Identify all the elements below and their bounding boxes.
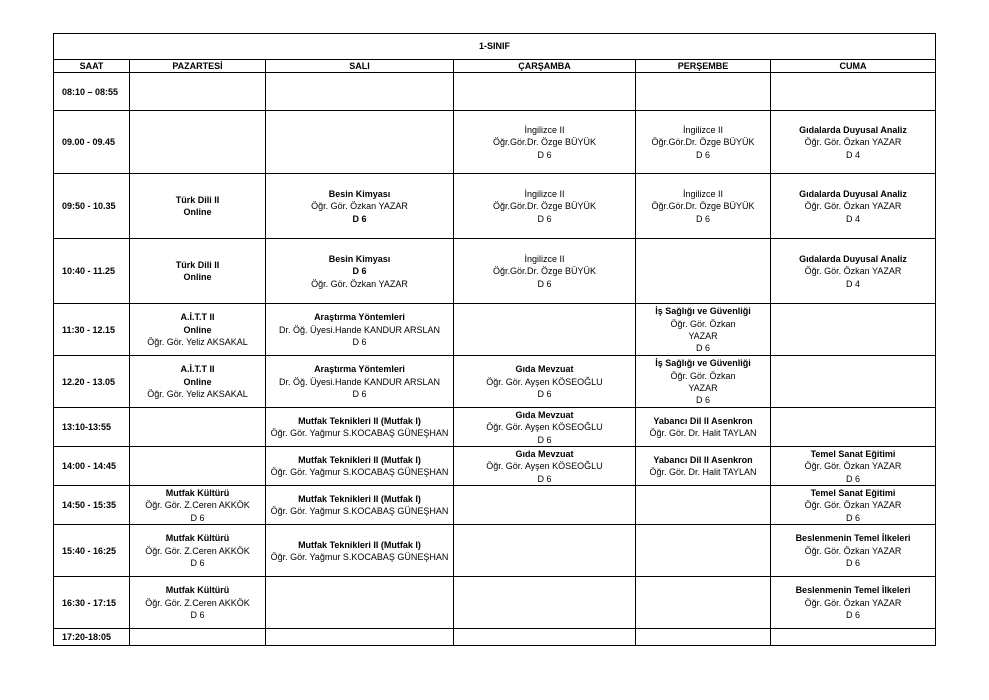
course-name: İngilizce II [682, 188, 724, 199]
time-slot: 15:40 - 16:25 [54, 525, 130, 577]
time-slot: 09:50 - 10.35 [54, 174, 130, 239]
course-detail: Online [183, 207, 212, 218]
course-detail: D 6 [695, 213, 710, 224]
course-detail: D 6 [537, 213, 552, 224]
schedule-cell-persembe [636, 486, 771, 525]
header-sali: SALI [266, 60, 454, 73]
schedule-cell-carsamba [454, 629, 636, 646]
schedule-cell-sali [266, 408, 454, 447]
course-name: Mutfak Teknikleri II (Mutfak I) [298, 539, 421, 550]
course-name: Gıda Mevzuat [515, 409, 574, 420]
header-cuma: CUMA [771, 60, 936, 73]
course-detail: D 6 [537, 473, 552, 484]
course-name: İngilizce II [524, 188, 565, 199]
table-row [54, 525, 936, 577]
schedule-cell-cuma [771, 577, 936, 629]
schedule-cell-pazartesi [130, 304, 266, 356]
schedule-cell-sali [266, 356, 454, 408]
course-detail: Online [183, 272, 212, 283]
course-name: Mutfak Kültürü [165, 487, 230, 498]
course-name: Türk Dili II [175, 195, 220, 205]
schedule-cell-persembe [636, 174, 771, 239]
course-detail: D 6 [695, 395, 710, 406]
schedule-cell-pazartesi [130, 174, 266, 239]
course-detail: Öğr.Gör.Dr. Özge BÜYÜK [492, 201, 597, 212]
course-detail: Öğr. Gör. Ayşen KÖSEOĞLU [486, 461, 603, 472]
schedule-cell-cuma [771, 486, 936, 525]
schedule-cell-sali [266, 304, 454, 356]
course-name: Besin Kimyası [328, 188, 391, 199]
course-detail: Öğr. Gör. Yağmur S.KOCABAŞ GÜNEŞHAN [270, 428, 449, 439]
schedule-cell-sali [266, 73, 454, 111]
course-name: İngilizce II [524, 253, 565, 264]
course-detail: D 6 [846, 558, 861, 569]
course-detail: Öğr. Gör. Dr. Halit TAYLAN [649, 428, 757, 439]
header-carsamba: ÇARŞAMBA [454, 60, 636, 73]
time-slot: 12.20 - 13.05 [54, 356, 130, 408]
schedule-cell-carsamba [454, 356, 636, 408]
course-detail: Öğr. Gör. Özkan YAZAR [804, 545, 902, 556]
schedule-cell-persembe [636, 577, 771, 629]
course-detail: D 6 [695, 343, 710, 354]
schedule-cell-persembe [636, 73, 771, 111]
table-row [54, 111, 936, 174]
course-name: Gıdalarda Duyusal Analiz [799, 253, 907, 264]
course-detail: YAZAR [688, 330, 718, 341]
time-slot: 13:10-13:55 [54, 408, 130, 447]
schedule-cell-pazartesi [130, 408, 266, 447]
course-detail: Öğr. Gör. Özkan YAZAR [311, 201, 408, 212]
course-name: Araştırma Yöntemleri [314, 364, 405, 375]
schedule-cell-pazartesi [130, 629, 266, 646]
course-detail: D 6 [352, 337, 367, 348]
course-detail: D 6 [352, 389, 367, 400]
schedule-cell-sali [266, 111, 454, 174]
course-name: Beslenmenin Temel İlkeleri [795, 585, 911, 596]
course-detail: Öğr. Gör. Yağmur S.KOCABAŞ GÜNEŞHAN [270, 506, 449, 517]
schedule-cell-pazartesi [130, 73, 266, 111]
schedule-cell-sali [266, 239, 454, 304]
course-name: Mutfak Teknikleri II (Mutfak I) [298, 416, 421, 426]
schedule-cell-cuma [771, 408, 936, 447]
time-slot: 10:40 - 11.25 [54, 239, 130, 304]
header-persembe: PERŞEMBE [636, 60, 771, 73]
course-detail: D 6 [537, 389, 552, 400]
schedule-cell-persembe [636, 304, 771, 356]
course-name: Yabancı Dil II Asenkron [653, 455, 753, 465]
course-name: Türk Dili II [175, 260, 220, 270]
timetable [53, 33, 936, 646]
table-title: 1-SINIF [54, 34, 936, 60]
table-row [54, 629, 936, 646]
course-detail: Öğr. Gör. Ayşen KÖSEOĞLU [486, 422, 603, 433]
schedule-cell-cuma [771, 174, 936, 239]
course-name: Gıda Mevzuat [515, 364, 574, 375]
course-name: Yabancı Dil II Asenkron [653, 416, 753, 426]
course-detail: Öğr.Gör.Dr. Özge BÜYÜK [492, 137, 597, 148]
course-detail: Dr. Öğ. Üyesi.Hande KANDUR ARSLAN [278, 376, 441, 387]
schedule-cell-sali [266, 174, 454, 239]
schedule-cell-sali [266, 486, 454, 525]
schedule-cell-carsamba [454, 111, 636, 174]
schedule-cell-carsamba [454, 408, 636, 447]
course-detail: D 6 [352, 213, 367, 224]
course-detail: Öğr. Gör. Yeliz AKSAKAL [147, 389, 248, 400]
course-name: Gıdalarda Duyusal Analiz [799, 124, 907, 135]
course-name: Beslenmenin Temel İlkeleri [795, 533, 911, 544]
course-detail: Öğr. Gör. Özkan YAZAR [804, 266, 902, 277]
course-detail: D 4 [846, 213, 861, 224]
schedule-cell-carsamba [454, 486, 636, 525]
schedule-cell-sali [266, 447, 454, 486]
time-slot: 17:20-18:05 [54, 629, 130, 646]
course-name: İngilizce II [682, 124, 724, 135]
table-row [54, 239, 936, 304]
course-detail: D 6 [190, 610, 205, 621]
header-row [54, 60, 936, 73]
table-row [54, 577, 936, 629]
schedule-cell-cuma [771, 356, 936, 408]
course-detail: D 6 [190, 558, 205, 569]
schedule-cell-pazartesi [130, 447, 266, 486]
course-detail: D 6 [352, 266, 367, 277]
course-name: İş Sağlığı ve Güvenliği [655, 358, 751, 369]
table-row [54, 304, 936, 356]
course-detail: Dr. Öğ. Üyesi.Hande KANDUR ARSLAN [278, 324, 441, 335]
course-name: A.İ.T.T II [180, 312, 215, 323]
schedule-cell-carsamba [454, 174, 636, 239]
schedule-cell-cuma [771, 304, 936, 356]
time-slot: 09.00 - 09.45 [54, 111, 130, 174]
schedule-cell-cuma [771, 525, 936, 577]
course-detail: D 6 [846, 610, 861, 621]
schedule-cell-persembe [636, 356, 771, 408]
course-name: Araştırma Yöntemleri [314, 312, 405, 323]
course-detail: Öğr. Gör. Özkan YAZAR [311, 278, 408, 289]
schedule-cell-persembe [636, 111, 771, 174]
course-detail: Öğr. Gör. Z.Ceren AKKÖK [145, 597, 250, 608]
schedule-cell-cuma [771, 73, 936, 111]
schedule-cell-pazartesi [130, 525, 266, 577]
course-detail: Öğr.Gör.Dr. Özge BÜYÜK [651, 137, 755, 148]
schedule-cell-pazartesi [130, 239, 266, 304]
schedule-cell-pazartesi [130, 577, 266, 629]
schedule-cell-pazartesi [130, 111, 266, 174]
course-detail: D 6 [537, 434, 552, 445]
course-detail: D 6 [695, 149, 710, 160]
course-detail: Öğr.Gör.Dr. Özge BÜYÜK [651, 201, 755, 212]
schedule-cell-carsamba [454, 577, 636, 629]
schedule-cell-carsamba [454, 304, 636, 356]
table-row [54, 408, 936, 447]
course-name: Mutfak Kültürü [165, 585, 230, 596]
course-detail: D 6 [537, 149, 552, 160]
header-saat: SAAT [54, 60, 130, 73]
course-detail: YAZAR [688, 382, 718, 393]
time-slot: 14:00 - 14:45 [54, 447, 130, 486]
schedule-cell-sali [266, 525, 454, 577]
course-detail: D 6 [537, 278, 552, 289]
schedule-cell-carsamba [454, 239, 636, 304]
course-detail: Öğr. Gör. Dr. Halit TAYLAN [649, 467, 757, 478]
course-detail: Öğr. Gör. Yeliz AKSAKAL [147, 337, 248, 348]
time-slot: 16:30 - 17:15 [54, 577, 130, 629]
course-name: Gıda Mevzuat [515, 448, 574, 459]
course-name: Temel Sanat Eğitimi [810, 487, 896, 498]
course-detail: Öğr. Gör. Yağmur S.KOCABAŞ GÜNEŞHAN [270, 551, 449, 562]
table-row [54, 447, 936, 486]
schedule-cell-persembe [636, 408, 771, 447]
schedule-cell-carsamba [454, 73, 636, 111]
course-name: Mutfak Kültürü [165, 533, 230, 544]
schedule-cell-persembe [636, 239, 771, 304]
schedule-cell-carsamba [454, 525, 636, 577]
course-detail: D 6 [846, 512, 861, 523]
schedule-cell-carsamba [454, 447, 636, 486]
title-row [54, 34, 936, 60]
timetable-body [54, 34, 936, 646]
schedule-cell-sali [266, 629, 454, 646]
course-name: A.İ.T.T II [180, 364, 215, 375]
course-detail: Öğr. Gör. Özkan YAZAR [804, 597, 902, 608]
course-name: Mutfak Teknikleri II (Mutfak I) [298, 455, 421, 465]
time-slot: 14:50 - 15:35 [54, 486, 130, 525]
course-name: Temel Sanat Eğitimi [810, 448, 896, 459]
course-detail: Online [183, 324, 212, 335]
course-detail: Online [183, 376, 212, 387]
course-name: Gıdalarda Duyusal Analiz [799, 188, 907, 199]
table-row [54, 486, 936, 525]
course-detail: D 6 [190, 512, 205, 523]
schedule-cell-pazartesi [130, 356, 266, 408]
course-detail: Öğr. Gör. Özkan YAZAR [804, 137, 902, 148]
course-name: Mutfak Teknikleri II (Mutfak I) [298, 494, 421, 504]
course-detail: Öğr. Gör. Ayşen KÖSEOĞLU [486, 376, 603, 387]
header-pazartesi: PAZARTESİ [130, 60, 266, 73]
table-row [54, 174, 936, 239]
course-detail: Öğr.Gör.Dr. Özge BÜYÜK [492, 266, 597, 277]
schedule-cell-cuma [771, 629, 936, 646]
course-detail: D 6 [846, 473, 861, 484]
schedule-cell-persembe [636, 447, 771, 486]
time-slot: 11:30 - 12.15 [54, 304, 130, 356]
course-detail: Öğr. Gör. Özkan YAZAR [804, 461, 902, 472]
course-detail: Öğr. Gör. Özkan YAZAR [804, 201, 902, 212]
course-detail: Öğr. Gör. Z.Ceren AKKÖK [145, 500, 250, 511]
course-detail: D 4 [846, 278, 861, 289]
course-detail: Öğr. Gör. Z.Ceren AKKÖK [145, 545, 250, 556]
table-row [54, 73, 936, 111]
course-detail: Öğr. Gör. Özkan [670, 370, 736, 381]
course-name: İngilizce II [524, 124, 565, 135]
table-row [54, 356, 936, 408]
schedule-cell-sali [266, 577, 454, 629]
schedule-cell-pazartesi [130, 486, 266, 525]
schedule-cell-cuma [771, 111, 936, 174]
time-slot: 08:10 – 08:55 [54, 73, 130, 111]
schedule-cell-persembe [636, 525, 771, 577]
course-detail: Öğr. Gör. Yağmur S.KOCABAŞ GÜNEŞHAN [270, 467, 449, 478]
schedule-cell-cuma [771, 239, 936, 304]
course-name: İş Sağlığı ve Güvenliği [655, 306, 751, 317]
schedule-cell-cuma [771, 447, 936, 486]
course-detail: D 4 [846, 149, 861, 160]
schedule-cell-persembe [636, 629, 771, 646]
course-detail: Öğr. Gör. Özkan [670, 318, 736, 329]
course-name: Besin Kimyası [328, 253, 391, 264]
course-detail: Öğr. Gör. Özkan YAZAR [804, 500, 902, 511]
